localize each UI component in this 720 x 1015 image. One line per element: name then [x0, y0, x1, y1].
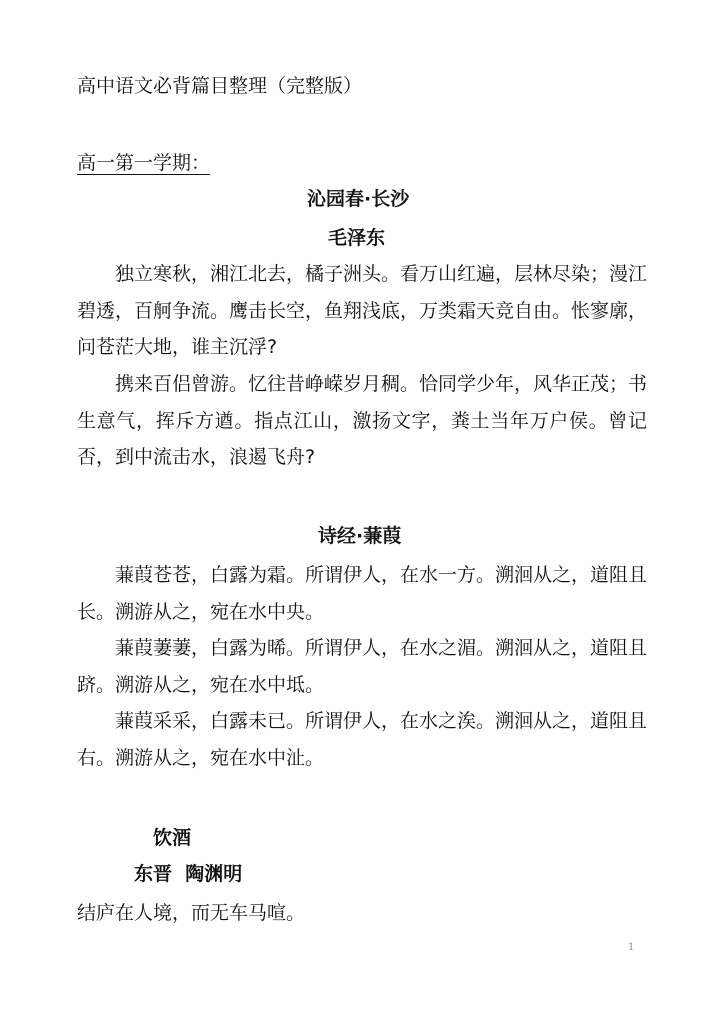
poem-line: 结庐在人境，而无车马喧。	[77, 902, 306, 924]
poem-title: 饮酒	[153, 827, 192, 849]
poem-title: 沁园春·长沙	[307, 188, 410, 210]
semester-heading: 高一第一学期：	[77, 152, 211, 174]
poem-paragraph: 蒹葭苍苍，白露为霜。所谓伊人，在水一方。溯洄从之，道阻且长。溯游从之，宛在水中央。	[77, 564, 648, 623]
document-title: 高中语文必背篇目整理（完整版）	[77, 75, 363, 97]
poem-paragraph: 携来百侣曾游。忆往昔峥嵘岁月稠。恰同学少年，风华正茂；书生意气，挥斥方遒。指点江山，激扬文字，粪土当年万户侯。曾记否，到中流击水，浪遏飞舟?	[77, 373, 648, 468]
poem-author: 东晋 陶渊明	[134, 863, 243, 885]
page-number: 1	[628, 942, 635, 953]
poem-paragraph: 蒹葭萋萋，白露为晞。所谓伊人，在水之湄。溯洄从之，道阻且跻。溯游从之，宛在水中坻。	[77, 637, 648, 696]
poem-paragraph: 蒹葭采采，白露未已。所谓伊人，在水之涘。溯洄从之，道阻且右。溯游从之，宛在水中沚。	[77, 710, 648, 769]
poem-title: 诗经·蒹葭	[318, 525, 402, 547]
poem-author: 毛泽东	[328, 227, 386, 249]
poem-paragraph: 独立寒秋，湘江北去，橘子洲头。看万山红遍，层林尽染；漫江碧透，百舸争流。鹰击长空，鱼翔浅底，万类霜天竞自由。怅寥廓，问苍茫大地，谁主沉浮?	[77, 263, 648, 358]
